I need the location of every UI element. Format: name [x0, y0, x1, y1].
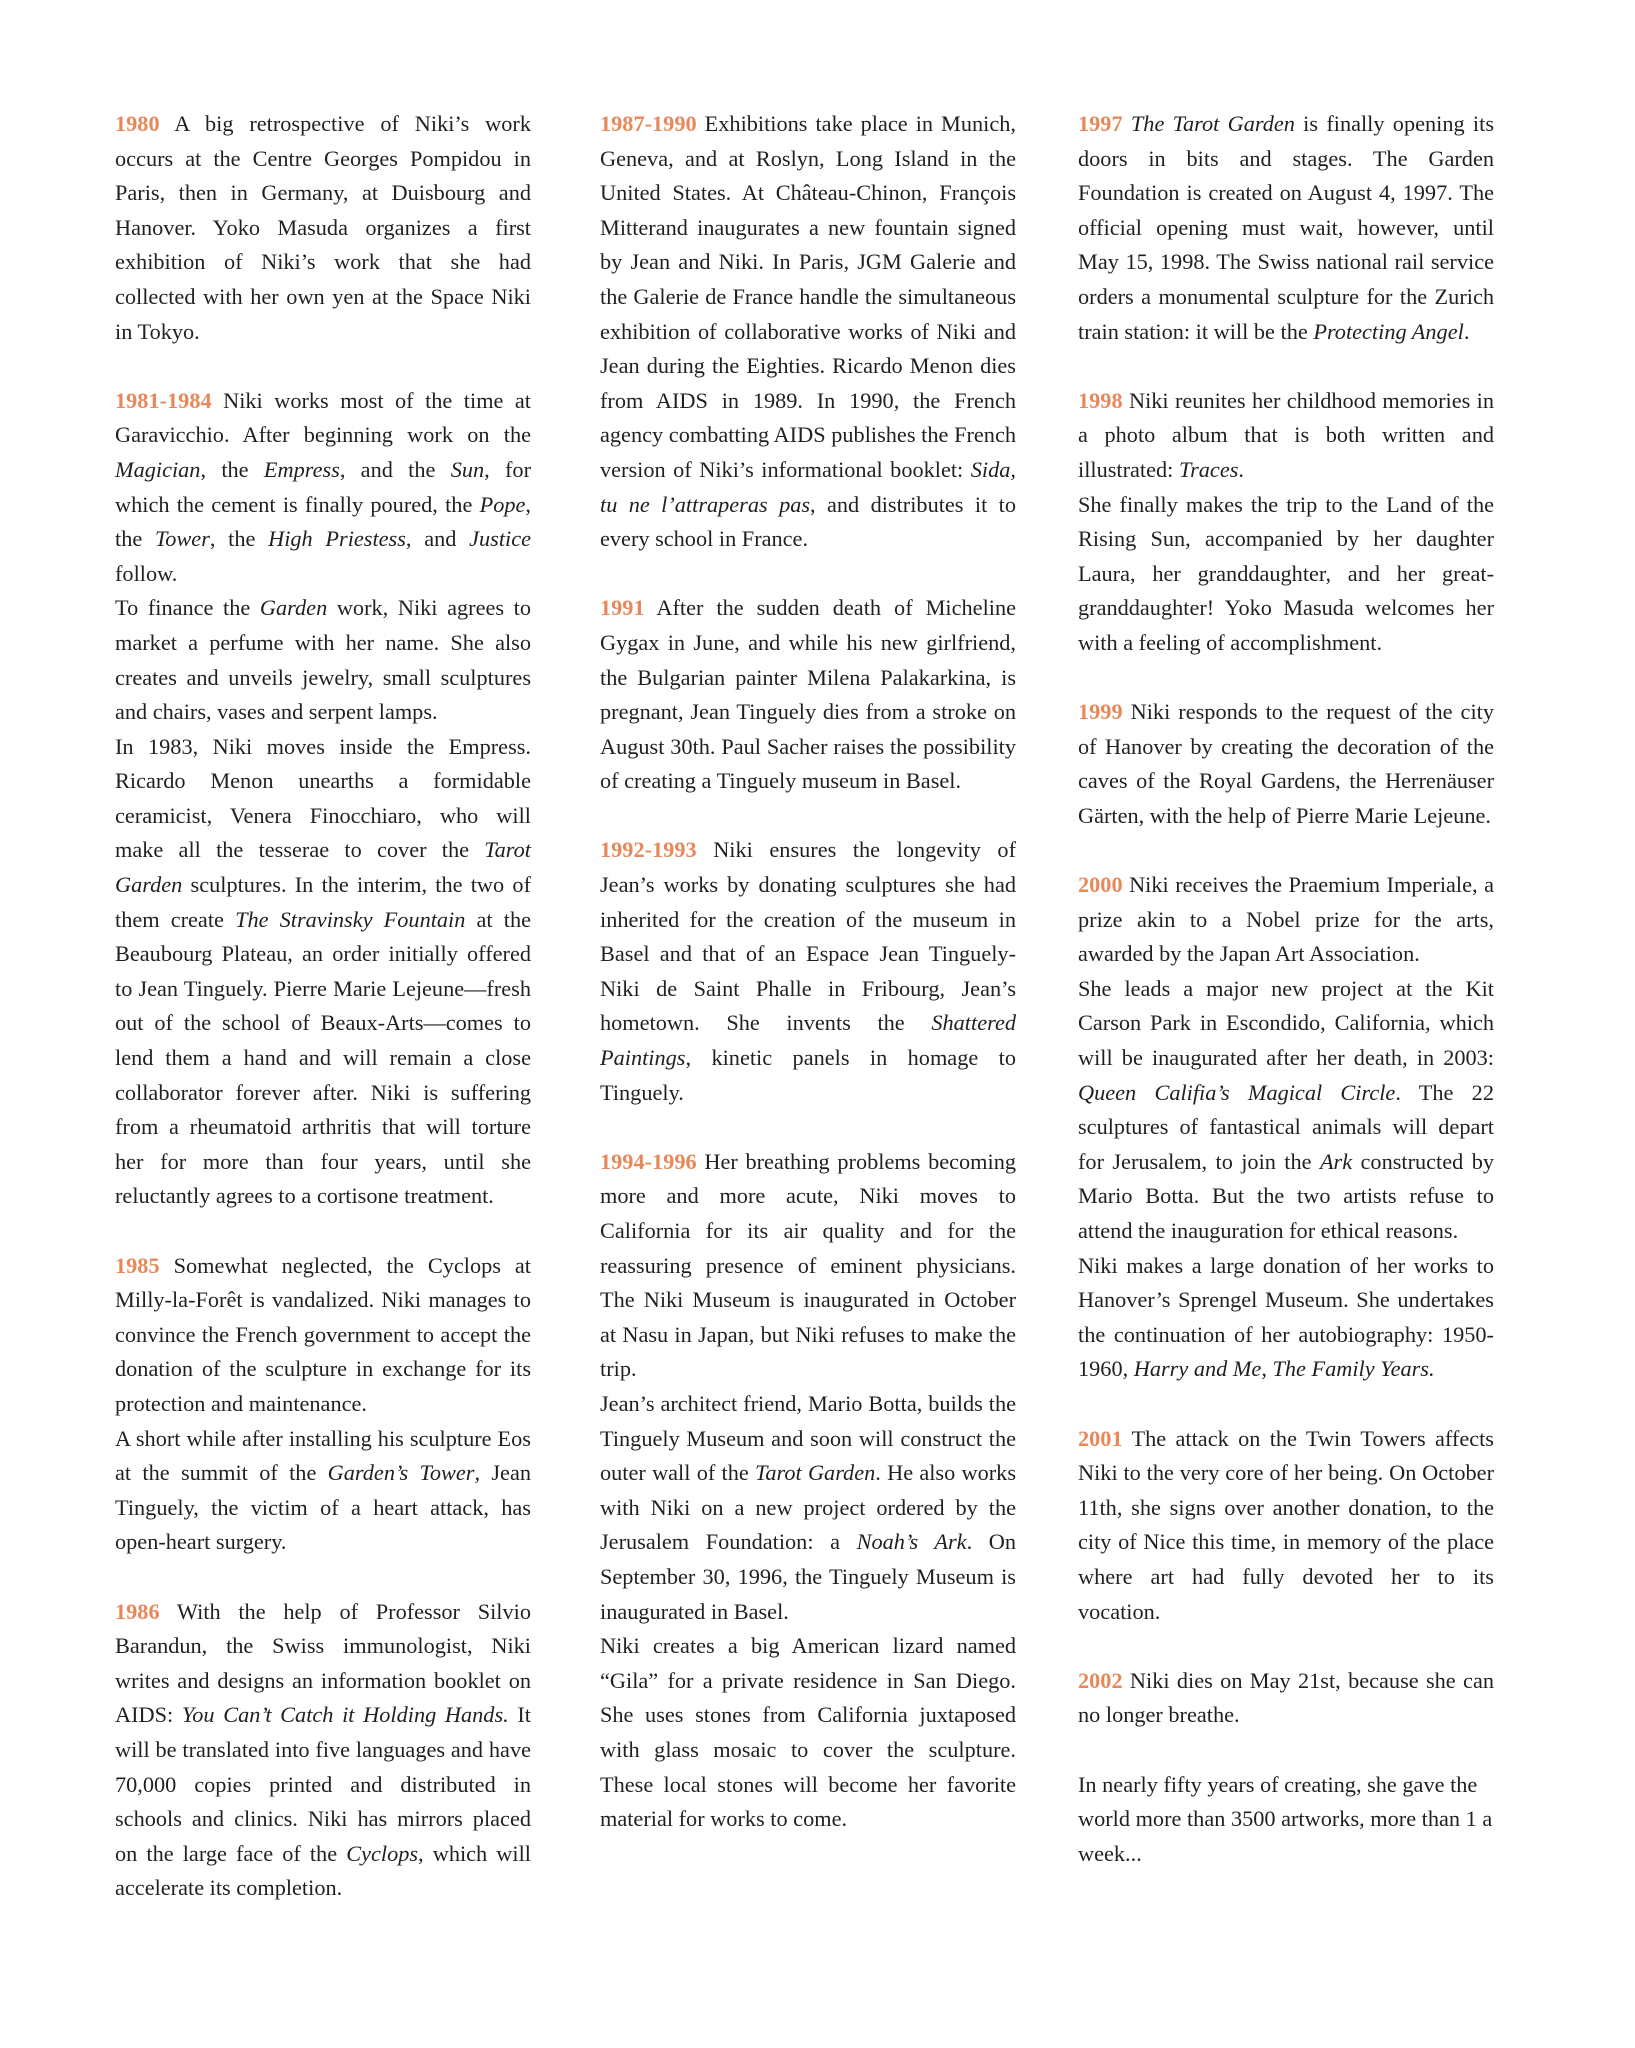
entry-paragraph	[600, 833, 1016, 1110]
entry-text: Niki dies on May 21st, because she can no longer breathe.	[1078, 1667, 1494, 1728]
entry-1998	[1078, 384, 1494, 661]
entry-1992-1993	[600, 833, 1016, 1110]
entry-paragraph	[1078, 1249, 1494, 1387]
artwork-title: Tarot Garden	[115, 837, 531, 898]
entry-text: . On September 30, 1996, the Tinguely Museum is inaugurated in Basel.	[600, 1529, 1016, 1624]
entry-1980	[115, 107, 531, 349]
entry-paragraph	[600, 1145, 1016, 1387]
entry-paragraph	[600, 107, 1016, 557]
entry-text: , and	[405, 526, 470, 552]
year-label: 1980	[115, 111, 160, 136]
entry-paragraph	[1078, 695, 1494, 833]
entry-text: Exhibitions take place in Munich, Geneva, and at Roslyn, Long Island in the United States. At Château-Chinon, François Mitterand inaugurates a new fountain signed by Jean and Niki. In Paris, JGM Galerie and the Galerie de France handle the simultaneous exhibition of collaborative works of Niki and Jean during the Eighties. Ricardo Menon dies from AIDS in 1989. In 1990, the French agency combatting AIDS publishes the French version of Niki’s informational booklet:	[600, 111, 1016, 482]
artwork-title: Harry and Me, The Family Years.	[1133, 1356, 1435, 1382]
artwork-title: Protecting Angel	[1313, 318, 1464, 344]
artwork-title: Tower	[154, 526, 210, 552]
artwork-title: Empress	[263, 456, 340, 482]
artwork-title: Tarot Garden	[755, 1460, 876, 1486]
artwork-title: Queen Califia’s Magical Circle	[1078, 1079, 1396, 1105]
entry-text: A short while after installing his sculpture Eos at the summit of the	[115, 1425, 531, 1486]
artwork-title: Ark	[1319, 1148, 1353, 1174]
year-label: 1985	[115, 1252, 160, 1278]
entry-text: Niki responds to the request of the city of Hanover by creating the decoration of the caves of the Royal Gardens, the Herrenäuser Gärten, with the help of Pierre Marie Lejeune.	[1078, 699, 1494, 828]
year-label: 2001	[1078, 1425, 1123, 1451]
entry-text: , for which the cement is finally poured, the	[115, 456, 531, 517]
artwork-title: Pope	[479, 491, 526, 517]
entry-text: , Jean Tinguely, the victim of a heart attack, has open-heart surgery.	[115, 1460, 531, 1555]
entry-2002	[1078, 1664, 1494, 1733]
entry-text: Jean’s architect friend, Mario Botta, builds the Tinguely Museum and soon will construct the outer wall of the	[600, 1390, 1016, 1486]
entry-1999	[1078, 695, 1494, 833]
entry-paragraph	[1078, 384, 1494, 488]
column-1	[115, 107, 531, 1940]
entry-2000	[1078, 868, 1494, 1387]
entry-text: Niki reunites her childhood memories in a photo album that is both written and illustrated:	[1078, 387, 1494, 482]
entry-text: She leads a major new project at the Kit Carson Park in Escondido, California, which will be inaugurated after her death, in 2003:	[1078, 975, 1494, 1071]
artwork-title: Garden’s Tower	[327, 1460, 475, 1486]
entry-1981-1984	[115, 384, 531, 1214]
artwork-title: Sida, tu ne l’attraperas pas	[600, 456, 1016, 517]
entry-text: . The 22 sculptures of fantastical animals will depart for Jerusalem, to join the	[1078, 1079, 1494, 1174]
entry-text: With the help of Professor Silvio Barandun, the Swiss immunologist, Niki writes and designs an information booklet on AIDS:	[115, 1598, 531, 1728]
entry-paragraph	[1078, 1664, 1494, 1733]
entry-paragraph	[600, 1387, 1016, 1629]
column-3	[1078, 107, 1494, 1906]
artwork-title: Cyclops	[346, 1840, 419, 1866]
entry-text: The attack on the Twin Towers affects Niki to the very core of her being. On October 11th, she signs over another donation, to the city of Nice this time, in memory of the place where art had fully devoted her to its vocation.	[1078, 1425, 1494, 1624]
entry-text: , and the	[339, 456, 451, 482]
closing-text: In nearly fifty years of creating, she gave the world more than 3500 artworks, more than 1 a week...	[1078, 1771, 1493, 1866]
artwork-title: The Tarot Garden	[1130, 111, 1295, 136]
year-label: 2002	[1078, 1667, 1123, 1693]
entry-1991	[600, 591, 1016, 799]
entry-paragraph	[1078, 488, 1494, 661]
entry-text: Somewhat neglected, the Cyclops at Milly-la-Forêt is vandalized. Niki manages to convince the French government to accept the donation of the sculpture in exchange for its protection and maintenance.	[115, 1252, 531, 1416]
entry-text: Niki makes a large donation of her works to Hanover’s Sprengel Museum. She undertakes the continuation of her autobiography: 1950-1960,	[1078, 1252, 1494, 1382]
entry-2001	[1078, 1422, 1494, 1630]
column-2	[600, 107, 1016, 1871]
artwork-title: The Stravinsky Fountain	[235, 906, 466, 932]
entry-paragraph	[600, 1629, 1016, 1837]
entry-paragraph	[600, 591, 1016, 799]
entry-text	[1123, 111, 1131, 136]
entry-text: , the	[209, 526, 269, 552]
year-label: 1994-1996	[600, 1148, 697, 1174]
entry-text: Niki creates a big American lizard named “Gila” for a private residence in San Diego. She uses stones from California juxtaposed with glass mosaic to cover the sculpture. These local stones will become her favorite material for works to come.	[600, 1633, 1016, 1832]
year-label: 1997	[1078, 111, 1123, 136]
entry-text: Niki receives the Praemium Imperiale, a prize akin to a Nobel prize for the arts, awarded by the Japan Art Association.	[1078, 872, 1494, 967]
entry-text: sculptures. In the interim, the two of them create	[115, 872, 531, 932]
entry-text: . He also works with Niki on a new project ordered by the Jerusalem Foundation: a	[600, 1460, 1017, 1555]
entry-text: , which will accelerate its completion.	[115, 1840, 531, 1901]
entry-paragraph	[1078, 1422, 1494, 1630]
entry-text: , kinetic panels in homage to Tinguely.	[600, 1045, 1016, 1105]
entry-text: .	[1238, 456, 1244, 482]
entry-text: constructed by Mario Botta. But the two artists refuse to attend the inauguration for ethical reasons.	[1078, 1148, 1494, 1243]
entry-text: work, Niki agrees to market a perfume with her name. She also creates and unveils jewelry, small sculptures and chairs, vases and serpent lamps.	[115, 595, 532, 725]
year-label: 1998	[1078, 387, 1123, 413]
artwork-title: Noah’s Ark	[856, 1529, 967, 1555]
year-label: 1991	[600, 595, 645, 621]
entry-text: .	[1463, 318, 1470, 344]
artwork-title: Magician	[115, 456, 201, 482]
entry-paragraph	[115, 1422, 531, 1560]
entry-text: Her breathing problems becoming more and more acute, Niki moves to California for its air quality and for the reassuring presence of eminent physicians. The Niki Museum is inaugurated in October at Nasu in Japan, but Niki refuses to make the trip.	[600, 1148, 1016, 1382]
entry-paragraph	[115, 1595, 531, 1906]
entry-paragraph	[1078, 972, 1494, 1249]
artwork-title: Sun	[450, 456, 485, 482]
year-label: 1986	[115, 1598, 160, 1624]
entry-text: follow.	[115, 560, 178, 586]
entry-1986	[115, 1595, 531, 1906]
year-label: 1999	[1078, 699, 1123, 725]
entry-text: at the Beaubourg Plateau, an order initially offered to Jean Tinguely. Pierre Marie Lejeune—fresh out of the school of Beaux-Arts—comes to lend them a hand and will remain a close collaborator forever after. Niki is suffering from a rheumatoid arthritis that will torture her for more than four years, until she reluctantly agrees to a cortisone treatment.	[115, 906, 532, 1209]
entry-text: To finance the	[115, 595, 260, 621]
entry-text: , the	[115, 491, 531, 552]
artwork-title: High Priestess	[268, 526, 406, 552]
entry-paragraph	[1078, 868, 1494, 972]
year-label: 1987-1990	[600, 111, 697, 136]
entry-text: Niki works most of the time at Garavicchio. After beginning work on the	[115, 387, 531, 448]
entry-text: A big retrospective of Niki’s work occurs at the Centre Georges Pompidou in Paris, then in Germany, at Duisbourg and Hanover. Yoko Masuda organizes a first exhibition of Niki’s work that she had collected with her own yen at the Space Niki in Tokyo.	[115, 111, 531, 344]
artwork-title: Shattered Paintings	[600, 1010, 1016, 1071]
entry-paragraph	[115, 107, 531, 349]
entry-text: In 1983, Niki moves inside the Empress. Ricardo Menon unearths a formidable ceramicist, Venera Finocchiaro, who will make all the tesserae to cover the	[115, 733, 531, 863]
year-label: 2000	[1078, 872, 1123, 898]
entry-text: , the	[200, 456, 264, 482]
entry-paragraph	[115, 730, 531, 1214]
artwork-title: Justice	[469, 526, 531, 552]
entry-text: , and distributes it to every school in France.	[600, 491, 1016, 552]
entry-text: It will be translated into five languages and have 70,000 copies printed and distributed in schools and clinics. Niki has mirrors placed on the large face of the	[115, 1702, 531, 1866]
entry-1997	[1078, 107, 1494, 349]
entry-paragraph	[115, 1249, 531, 1422]
year-label: 1981-1984	[115, 387, 212, 413]
entry-text: After the sudden death of Micheline Gygax in June, and while his new girlfriend, the Bulgarian painter Milena Palakarkina, is pregnant, Jean Tinguely dies from a stroke on August 30th. Paul Sacher raises the possibility of creating a Tinguely museum in Basel.	[600, 595, 1016, 794]
entry-text: Niki ensures the longevity of Jean’s works by donating sculptures she had inherited for the creation of the museum in Basel and that of an Espace Jean Tinguely-Niki de Saint Phalle in Fribourg, Jean’s hometown. She invents the	[600, 837, 1016, 1036]
year-label: 1992-1993	[600, 837, 697, 863]
entry-paragraph	[115, 591, 531, 729]
entry-1987-1990	[600, 107, 1016, 557]
entry-text: is finally opening its doors in bits and stages. The Garden Foundation is created on August 4, 1997. The official opening must wait, however, until May 15, 1998. The Swiss national rail service orders a monumental sculpture for the Zurich train station: it will be the	[1078, 111, 1494, 344]
entry-1985	[115, 1249, 531, 1560]
artwork-title: Garden	[259, 595, 328, 621]
artwork-title: Traces	[1178, 456, 1239, 482]
entry-text: She finally makes the trip to the Land of the Rising Sun, accompanied by her daughter Laura, her granddaughter, and her great-granddaughter! Yoko Masuda welcomes her with a feeling of accomplishment.	[1078, 491, 1494, 655]
entry-1994-1996	[600, 1145, 1016, 1837]
entry-paragraph	[115, 384, 531, 592]
entry-paragraph	[1078, 107, 1494, 349]
closing-note	[1078, 1768, 1494, 1872]
artwork-title: You Can’t Catch it Holding Hands.	[181, 1702, 509, 1728]
